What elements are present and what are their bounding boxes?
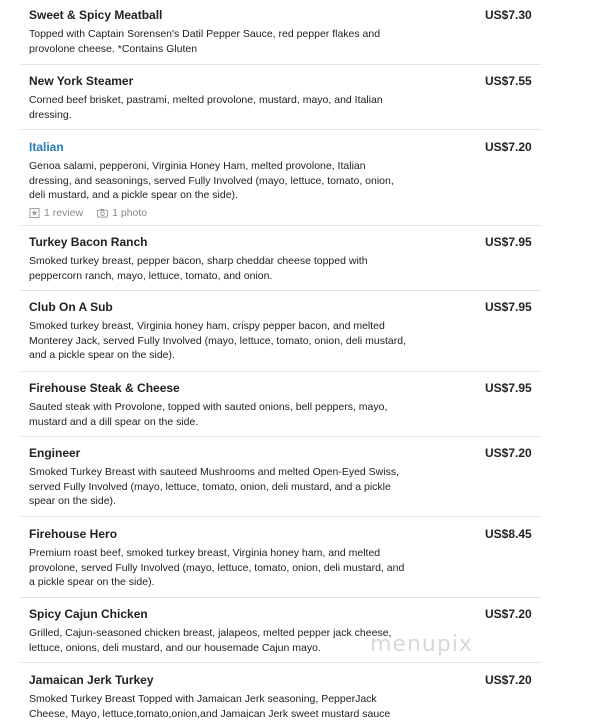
item-description: Sauted steak with Provolone, topped with sauted onions, bell peppers, mayo, mustard and a dill spear on the side. (29, 401, 388, 428)
item-description: Smoked turkey breast, pepper bacon, sharp cheddar cheese topped with peppercorn ranch, mayo, lettuce, tomato, and onion. (29, 255, 368, 282)
item-name: Firehouse Hero (29, 527, 118, 541)
photo-count: 1 photo (112, 206, 148, 219)
item-meta (21, 207, 541, 219)
item-name: Jamaican Jerk Turkey (29, 673, 154, 687)
item-price: US$8.45 (485, 527, 532, 541)
menu-item (21, 527, 541, 590)
item-description: Genoa salami, pepperoni, Virginia Honey Ham, melted provolone, Italian dressing, and seasonings, served Fully Involved (mayo, lettuce, tomato, onion, deli mustard, and a pickle spear on the side). (29, 160, 394, 201)
photo-link[interactable] (97, 207, 147, 219)
star-icon (29, 208, 40, 218)
menu-item (21, 74, 541, 122)
item-price: US$7.55 (485, 74, 532, 88)
divider (21, 225, 541, 226)
item-name: Sweet & Spicy Meatball (29, 8, 163, 22)
menu-item (21, 673, 541, 721)
item-price: US$7.20 (485, 140, 532, 154)
menu-item (21, 381, 541, 429)
item-description: Grilled, Cajun-seasoned chicken breast, jalapeos, melted pepper jack cheese, lettuce, onions, deli mustard, and our housemade Cajun mayo. (29, 627, 392, 654)
item-price: US$7.30 (485, 8, 532, 22)
menu-item (21, 140, 541, 219)
item-description: Smoked Turkey Breast Topped with Jamaican Jerk seasoning, PepperJack Cheese, Mayo, lettuce,tomato,onion,and Jamaican Jerk sweet mustard sauce (29, 693, 391, 720)
item-name: Firehouse Steak & Cheese (29, 381, 180, 395)
review-link[interactable] (29, 207, 83, 219)
item-description: Corned beef brisket, pastrami, melted provolone, mustard, mayo, and Italian dressing. (29, 94, 383, 121)
item-price: US$7.95 (485, 300, 532, 314)
item-description: Premium roast beef, smoked turkey breast, Virginia honey ham, and melted provolone, served Fully Involved (mayo, lettuce, tomato, onion, deli mustard, and a pickle spear on the side). (29, 547, 405, 588)
watermark-logo: menupix (370, 632, 473, 657)
review-count: 1 review (44, 206, 84, 219)
item-description: Topped with Captain Sorensen's Datil Pepper Sauce, red pepper flakes and provolone cheese. *Contains Gluten (29, 28, 381, 55)
divider (21, 436, 541, 437)
item-description: Smoked turkey breast, Virginia honey ham, crispy pepper bacon, and melted Monterey Jack, served Fully Involved (mayo, lettuce, tomato, onion, deli mustard, and a pickle spear on the side). (29, 320, 407, 361)
divider (21, 129, 541, 130)
divider (21, 290, 541, 291)
menu-item (21, 446, 541, 509)
item-name: Club On A Sub (29, 300, 113, 314)
item-price: US$7.95 (485, 381, 532, 395)
divider (21, 516, 541, 517)
divider (21, 64, 541, 65)
item-name: New York Steamer (29, 74, 134, 88)
item-price: US$7.95 (485, 235, 532, 249)
item-name: Spicy Cajun Chicken (29, 607, 148, 621)
divider (21, 662, 541, 663)
camera-icon (97, 208, 108, 218)
item-price: US$7.20 (485, 607, 532, 621)
item-description: Smoked Turkey Breast with sauteed Mushrooms and melted Open-Eyed Swiss, served Fully Involved (mayo, lettuce, tomato, onion, deli mustard, and a pickle spear on the side). (29, 466, 400, 507)
divider (21, 597, 541, 598)
item-name: Turkey Bacon Ranch (29, 235, 148, 249)
menu-item (21, 300, 541, 363)
item-name-link[interactable]: Italian (29, 140, 64, 154)
menu-item (21, 235, 541, 283)
item-name: Engineer (29, 446, 81, 460)
menu-item (21, 8, 541, 56)
item-price: US$7.20 (485, 673, 532, 687)
item-price: US$7.20 (485, 446, 532, 460)
divider (21, 371, 541, 372)
